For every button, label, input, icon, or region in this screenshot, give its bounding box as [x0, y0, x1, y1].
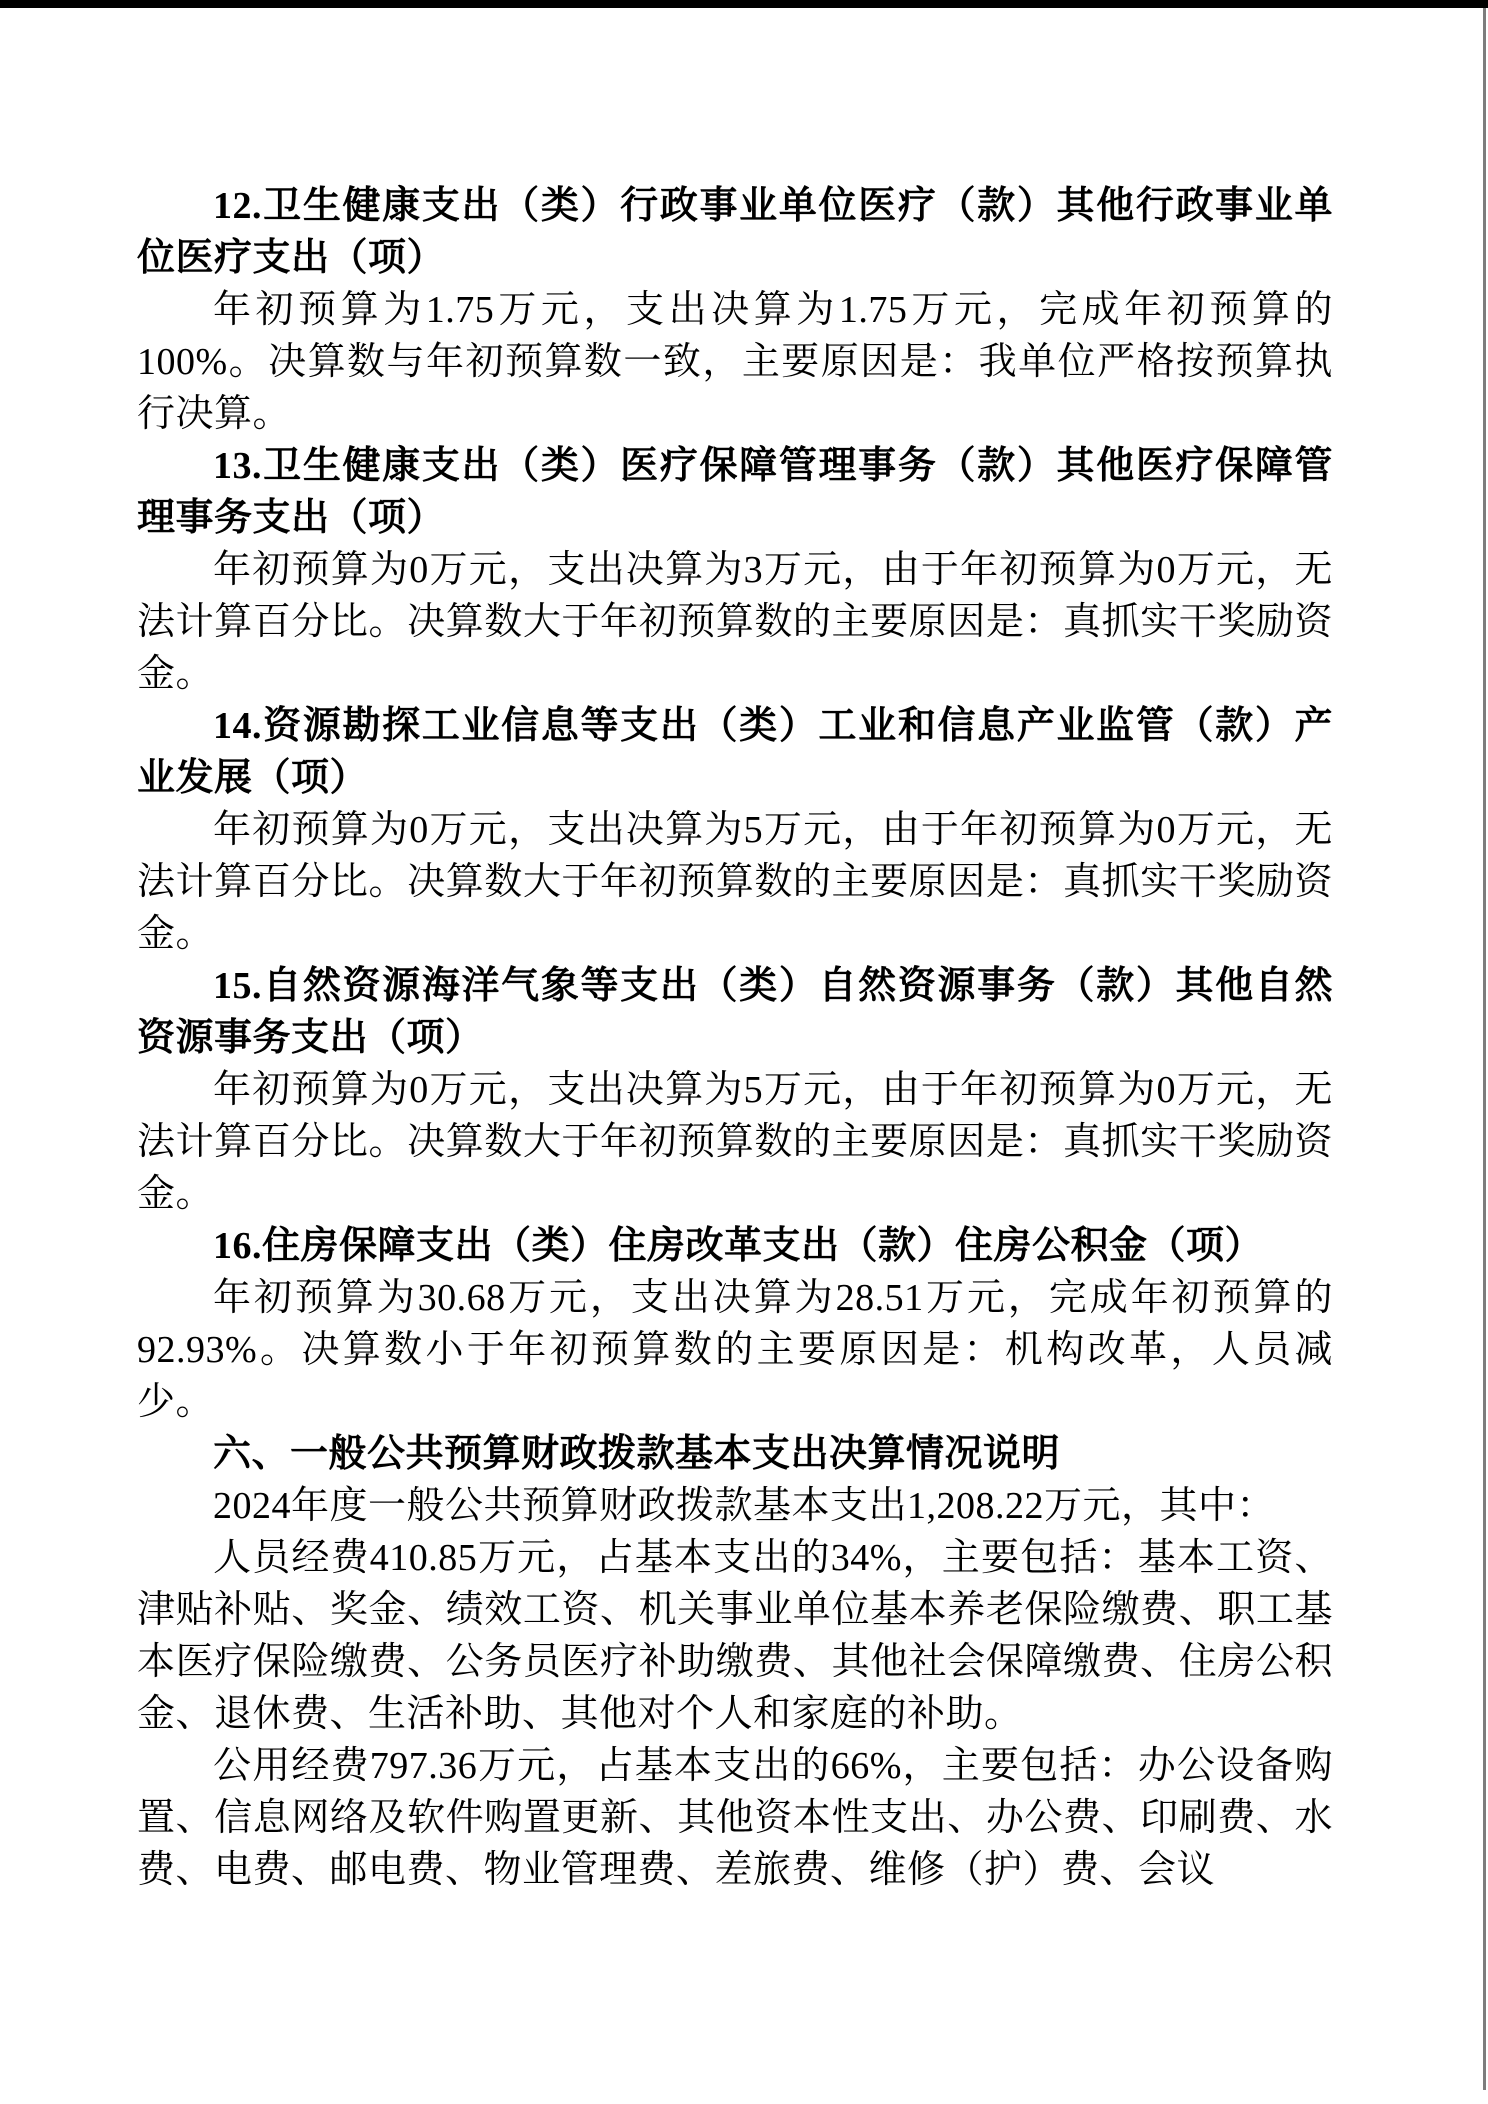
page-right-edge: [1483, 8, 1486, 2090]
item-12-heading: 12.卫生健康支出（类）行政事业单位医疗（款）其他行政事业单位医疗支出（项）: [137, 185, 1333, 279]
item-14-heading: 14.资源勘探工业信息等支出（类）工业和信息产业监管（款）产业发展（项）: [137, 705, 1333, 799]
item-15-heading: 15.自然资源海洋气象等支出（类）自然资源事务（款）其他自然资源事务支出（项）: [137, 965, 1333, 1059]
page-top-edge: [0, 0, 1488, 8]
budget-item-16: [137, 1220, 1333, 1428]
item-15-body: 年初预算为0万元，支出决算为5万元，由于年初预算为0万元，无法计算百分比。决算数大于年初预算数的主要原因是：真抓实干奖励资金。: [137, 1069, 1333, 1215]
chapter-six: [137, 1428, 1333, 1896]
item-16-heading: 16.住房保障支出（类）住房改革支出（款）住房公积金（项）: [213, 1225, 1264, 1267]
item-13-heading: 13.卫生健康支出（类）医疗保障管理事务（款）其他医疗保障管理事务支出（项）: [137, 445, 1333, 539]
chapter-six-paragraph-2: 人员经费410.85万元，占基本支出的34%，主要包括：基本工资、津贴补贴、奖金、绩效工资、机关事业单位基本养老保险缴费、职工基本医疗保险缴费、公务员医疗补助缴费、其他社会保障缴费、住房公积金、退休费、生活补助、其他对个人和家庭的补助。: [137, 1537, 1333, 1735]
item-14-body: 年初预算为0万元，支出决算为5万元，由于年初预算为0万元，无法计算百分比。决算数大于年初预算数的主要原因是：真抓实干奖励资金。: [137, 809, 1333, 955]
item-12-body: 年初预算为1.75万元，支出决算为1.75万元，完成年初预算的100%。决算数与年初预算数一致，主要原因是：我单位严格按预算执行决算。: [137, 289, 1333, 435]
chapter-six-paragraph-1: 2024年度一般公共预算财政拨款基本支出1,208.22万元，其中：: [213, 1485, 1276, 1527]
item-16-body: 年初预算为30.68万元，支出决算为28.51万元，完成年初预算的92.93%。决算数小于年初预算数的主要原因是：机构改革，人员减少。: [137, 1277, 1333, 1423]
chapter-six-heading: 六、一般公共预算财政拨款基本支出决算情况说明: [213, 1433, 1061, 1475]
item-13-body: 年初预算为0万元，支出决算为3万元，由于年初预算为0万元，无法计算百分比。决算数大于年初预算数的主要原因是：真抓实干奖励资金。: [137, 549, 1333, 695]
document-body: [137, 180, 1333, 1896]
budget-item-14: [137, 700, 1333, 960]
budget-item-12: [137, 180, 1333, 440]
budget-item-13: [137, 440, 1333, 700]
budget-item-15: [137, 960, 1333, 1220]
chapter-six-paragraph-3: 公用经费797.36万元，占基本支出的66%，主要包括：办公设备购置、信息网络及软件购置更新、其他资本性支出、办公费、印刷费、水费、电费、邮电费、物业管理费、差旅费、维修（护）费、会议: [137, 1745, 1333, 1891]
